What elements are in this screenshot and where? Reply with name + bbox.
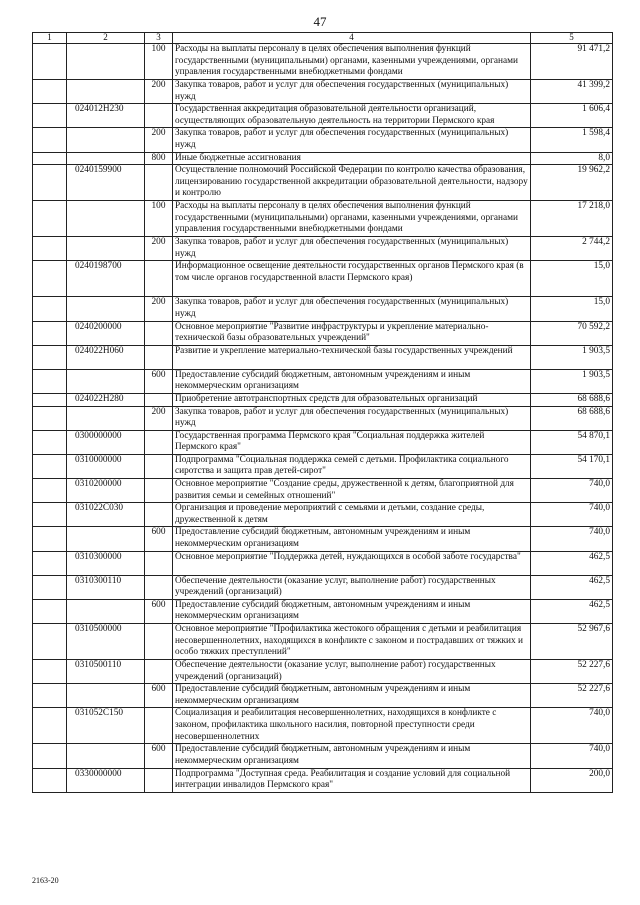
amount-cell: 19 962,2 <box>531 165 613 201</box>
amount-cell: 740,0 <box>531 479 613 503</box>
target-article-cell: 0240200000 <box>67 321 145 345</box>
amount-cell: 70 592,2 <box>531 321 613 345</box>
amount-cell: 740,0 <box>531 503 613 527</box>
expense-type-cell: 600 <box>145 527 173 551</box>
item-name-cell: Расходы на выплаты персоналу в целях обеспечения выполнения функций государственными (муниципальными) органами, казенными учреждениями, органами управления государственными внебюджетными фондами <box>173 201 531 237</box>
row-col1-cell <box>33 503 67 527</box>
target-article-cell: 0310500110 <box>67 660 145 684</box>
amount-cell: 8,0 <box>531 152 613 165</box>
amount-cell: 1 903,5 <box>531 369 613 393</box>
table-row <box>33 345 613 369</box>
table-row <box>33 104 613 128</box>
amount-cell: 740,0 <box>531 744 613 768</box>
item-name-cell: Предоставление субсидий бюджетным, автономным учреждениям и иным некоммерческим организациям <box>173 527 531 551</box>
column-header: 2 <box>67 33 145 44</box>
table-row <box>33 406 613 430</box>
target-article-cell <box>67 406 145 430</box>
expense-type-cell: 200 <box>145 237 173 261</box>
table-row <box>33 201 613 237</box>
item-name-cell: Подпрограмма "Доступная среда. Реабилитация и создание условий для социальной интеграции инвалидов Пермского края" <box>173 768 531 792</box>
expense-type-cell <box>145 551 173 575</box>
amount-cell: 91 471,2 <box>531 44 613 80</box>
expense-type-cell <box>145 768 173 792</box>
row-col1-cell <box>33 575 67 599</box>
expense-type-cell <box>145 393 173 406</box>
target-article-cell: 0330000000 <box>67 768 145 792</box>
item-name-cell: Предоставление субсидий бюджетным, автономным учреждениям и иным некоммерческим организациям <box>173 744 531 768</box>
table-row <box>33 165 613 201</box>
row-col1-cell <box>33 128 67 152</box>
item-name-cell: Закупка товаров, работ и услуг для обеспечения государственных (муниципальных) нужд <box>173 128 531 152</box>
expense-type-cell: 800 <box>145 152 173 165</box>
expense-type-cell: 200 <box>145 80 173 104</box>
target-article-cell: 0310300110 <box>67 575 145 599</box>
amount-cell: 1 606,4 <box>531 104 613 128</box>
target-article-cell <box>67 44 145 80</box>
table-row <box>33 479 613 503</box>
table-header-row <box>33 33 613 44</box>
amount-cell: 15,0 <box>531 261 613 297</box>
row-col1-cell <box>33 165 67 201</box>
amount-cell: 68 688,6 <box>531 393 613 406</box>
target-article-cell: 0310200000 <box>67 479 145 503</box>
amount-cell: 52 967,6 <box>531 624 613 660</box>
row-col1-cell <box>33 599 67 623</box>
amount-cell: 52 227,6 <box>531 684 613 708</box>
expense-type-cell <box>145 345 173 369</box>
expense-type-cell: 100 <box>145 201 173 237</box>
target-article-cell <box>67 80 145 104</box>
expense-type-cell: 200 <box>145 128 173 152</box>
item-name-cell: Развитие и укрепление материально-технической базы государственных учреждений <box>173 345 531 369</box>
expense-type-cell <box>145 503 173 527</box>
expense-type-cell: 200 <box>145 297 173 321</box>
row-col1-cell <box>33 345 67 369</box>
item-name-cell: Организация и проведение мероприятий с семьями и детьми, создание среды, дружественной к детям <box>173 503 531 527</box>
item-name-cell: Государственная программа Пермского края "Социальная поддержка жителей Пермского края" <box>173 430 531 454</box>
column-header: 5 <box>531 33 613 44</box>
row-col1-cell <box>33 454 67 478</box>
amount-cell: 462,5 <box>531 575 613 599</box>
item-name-cell: Предоставление субсидий бюджетным, автономным учреждениям и иным некоммерческим организациям <box>173 369 531 393</box>
item-name-cell: Расходы на выплаты персоналу в целях обеспечения выполнения функций государственными (муниципальными) органами, казенными учреждениями, органами управления государственными внебюджетными фондами <box>173 44 531 80</box>
target-article-cell: 0240198700 <box>67 261 145 297</box>
amount-cell: 740,0 <box>531 708 613 744</box>
row-col1-cell <box>33 406 67 430</box>
item-name-cell: Закупка товаров, работ и услуг для обеспечения государственных (муниципальных) нужд <box>173 406 531 430</box>
table-row <box>33 708 613 744</box>
expense-type-cell: 200 <box>145 406 173 430</box>
amount-cell: 68 688,6 <box>531 406 613 430</box>
row-col1-cell <box>33 44 67 80</box>
amount-cell: 1 598,4 <box>531 128 613 152</box>
item-name-cell: Закупка товаров, работ и услуг для обеспечения государственных (муниципальных) нужд <box>173 237 531 261</box>
target-article-cell <box>67 297 145 321</box>
target-article-cell: 031022С030 <box>67 503 145 527</box>
item-name-cell: Основное мероприятие "Создание среды, дружественной к детям, благоприятной для развития семьи и семейных отношений" <box>173 479 531 503</box>
target-article-cell: 0240159900 <box>67 165 145 201</box>
target-article-cell: 0310500000 <box>67 624 145 660</box>
row-col1-cell <box>33 297 67 321</box>
target-article-cell: 0310000000 <box>67 454 145 478</box>
expense-type-cell <box>145 575 173 599</box>
row-col1-cell <box>33 237 67 261</box>
row-col1-cell <box>33 261 67 297</box>
table-row <box>33 44 613 80</box>
table-row <box>33 768 613 792</box>
target-article-cell: 024022Н060 <box>67 345 145 369</box>
expense-type-cell <box>145 104 173 128</box>
target-article-cell <box>67 237 145 261</box>
expense-type-cell <box>145 454 173 478</box>
expense-type-cell <box>145 321 173 345</box>
amount-cell: 54 170,1 <box>531 454 613 478</box>
amount-cell: 200,0 <box>531 768 613 792</box>
target-article-cell: 024012Н230 <box>67 104 145 128</box>
table-row <box>33 321 613 345</box>
expense-type-cell <box>145 430 173 454</box>
expense-type-cell <box>145 708 173 744</box>
target-article-cell <box>67 201 145 237</box>
expense-type-cell: 600 <box>145 599 173 623</box>
item-name-cell: Государственная аккредитация образовательной деятельности организаций, осуществляющих образовательную деятельность на территории Пермского края <box>173 104 531 128</box>
target-article-cell <box>67 744 145 768</box>
item-name-cell: Подпрограмма "Социальная поддержка семей с детьми. Профилактика социального сиротства и защита прав детей-сирот" <box>173 454 531 478</box>
item-name-cell: Социализация и реабилитация несовершеннолетних, находящихся в конфликте с законом, профилактика школьного насилия, повторной преступности среди несовершеннолетних <box>173 708 531 744</box>
row-col1-cell <box>33 152 67 165</box>
row-col1-cell <box>33 708 67 744</box>
amount-cell: 17 218,0 <box>531 201 613 237</box>
item-name-cell: Закупка товаров, работ и услуг для обеспечения государственных (муниципальных) нужд <box>173 80 531 104</box>
row-col1-cell <box>33 80 67 104</box>
expense-type-cell <box>145 660 173 684</box>
column-header: 1 <box>33 33 67 44</box>
target-article-cell <box>67 369 145 393</box>
item-name-cell: Предоставление субсидий бюджетным, автономным учреждениям и иным некоммерческим организациям <box>173 684 531 708</box>
item-name-cell: Информационное освещение деятельности государственных органов Пермского края (в том числе органов государственной власти Пермского края) <box>173 261 531 297</box>
amount-cell: 54 870,1 <box>531 430 613 454</box>
table-body <box>33 44 613 793</box>
item-name-cell: Основное мероприятие "Профилактика жестокого обращения с детьми и реабилитация несовершеннолетних, находящихся в конфликте с законом и пострадавших от тяжких и особо тяжких преступлений" <box>173 624 531 660</box>
table-row <box>33 454 613 478</box>
expense-type-cell: 600 <box>145 744 173 768</box>
amount-cell: 1 903,5 <box>531 345 613 369</box>
table-row <box>33 152 613 165</box>
item-name-cell: Основное мероприятие "Развитие инфраструктуры и укрепление материально-технической базы образовательных учреждений" <box>173 321 531 345</box>
row-col1-cell <box>33 430 67 454</box>
expense-type-cell: 600 <box>145 684 173 708</box>
amount-cell: 2 744,2 <box>531 237 613 261</box>
expense-type-cell: 100 <box>145 44 173 80</box>
row-col1-cell <box>33 369 67 393</box>
row-col1-cell <box>33 201 67 237</box>
target-article-cell <box>67 684 145 708</box>
document-code: 2163-20 <box>32 876 59 885</box>
page-number: 47 <box>313 14 327 29</box>
item-name-cell: Предоставление субсидий бюджетным, автономным учреждениям и иным некоммерческим организациям <box>173 599 531 623</box>
expense-type-cell <box>145 479 173 503</box>
item-name-cell: Иные бюджетные ассигнования <box>173 152 531 165</box>
row-col1-cell <box>33 744 67 768</box>
table-row <box>33 393 613 406</box>
expense-type-cell: 600 <box>145 369 173 393</box>
target-article-cell <box>67 152 145 165</box>
table-row <box>33 503 613 527</box>
table-row <box>33 80 613 104</box>
table-row <box>33 237 613 261</box>
expense-type-cell <box>145 165 173 201</box>
target-article-cell: 0300000000 <box>67 430 145 454</box>
row-col1-cell <box>33 393 67 406</box>
row-col1-cell <box>33 104 67 128</box>
table-row <box>33 624 613 660</box>
row-col1-cell <box>33 660 67 684</box>
row-col1-cell <box>33 527 67 551</box>
expense-type-cell <box>145 261 173 297</box>
amount-cell: 740,0 <box>531 527 613 551</box>
table-row <box>33 369 613 393</box>
budget-table <box>32 32 613 793</box>
row-col1-cell <box>33 684 67 708</box>
amount-cell: 15,0 <box>531 297 613 321</box>
target-article-cell: 0310300000 <box>67 551 145 575</box>
expense-type-cell <box>145 624 173 660</box>
row-col1-cell <box>33 479 67 503</box>
item-name-cell: Закупка товаров, работ и услуг для обеспечения государственных (муниципальных) нужд <box>173 297 531 321</box>
amount-cell: 41 399,2 <box>531 80 613 104</box>
row-col1-cell <box>33 624 67 660</box>
target-article-cell: 031052С150 <box>67 708 145 744</box>
amount-cell: 462,5 <box>531 551 613 575</box>
table-row <box>33 128 613 152</box>
target-article-cell: 024022Н280 <box>67 393 145 406</box>
table-row <box>33 430 613 454</box>
amount-cell: 52 227,6 <box>531 660 613 684</box>
item-name-cell: Основное мероприятие "Поддержка детей, нуждающихся в особой заботе государства" <box>173 551 531 575</box>
item-name-cell: Обеспечение деятельности (оказание услуг, выполнение работ) государственных учреждений (организаций) <box>173 660 531 684</box>
row-col1-cell <box>33 768 67 792</box>
row-col1-cell <box>33 321 67 345</box>
target-article-cell <box>67 599 145 623</box>
item-name-cell: Приобретение автотранспортных средств для образовательных организаций <box>173 393 531 406</box>
table-row <box>33 684 613 708</box>
amount-cell: 462,5 <box>531 599 613 623</box>
target-article-cell <box>67 527 145 551</box>
table-row <box>33 527 613 551</box>
table-row <box>33 297 613 321</box>
target-article-cell <box>67 128 145 152</box>
item-name-cell: Обеспечение деятельности (оказание услуг, выполнение работ) государственных учреждений (организаций) <box>173 575 531 599</box>
table-row <box>33 551 613 575</box>
table-row <box>33 575 613 599</box>
table-row <box>33 261 613 297</box>
item-name-cell: Осуществление полномочий Российской Федерации по контролю качества образования, лицензированию государственной аккредитации образовательной деятельности, надзору и контролю <box>173 165 531 201</box>
column-header: 3 <box>145 33 173 44</box>
table-row <box>33 599 613 623</box>
table-row <box>33 744 613 768</box>
table-row <box>33 660 613 684</box>
row-col1-cell <box>33 551 67 575</box>
column-header: 4 <box>173 33 531 44</box>
